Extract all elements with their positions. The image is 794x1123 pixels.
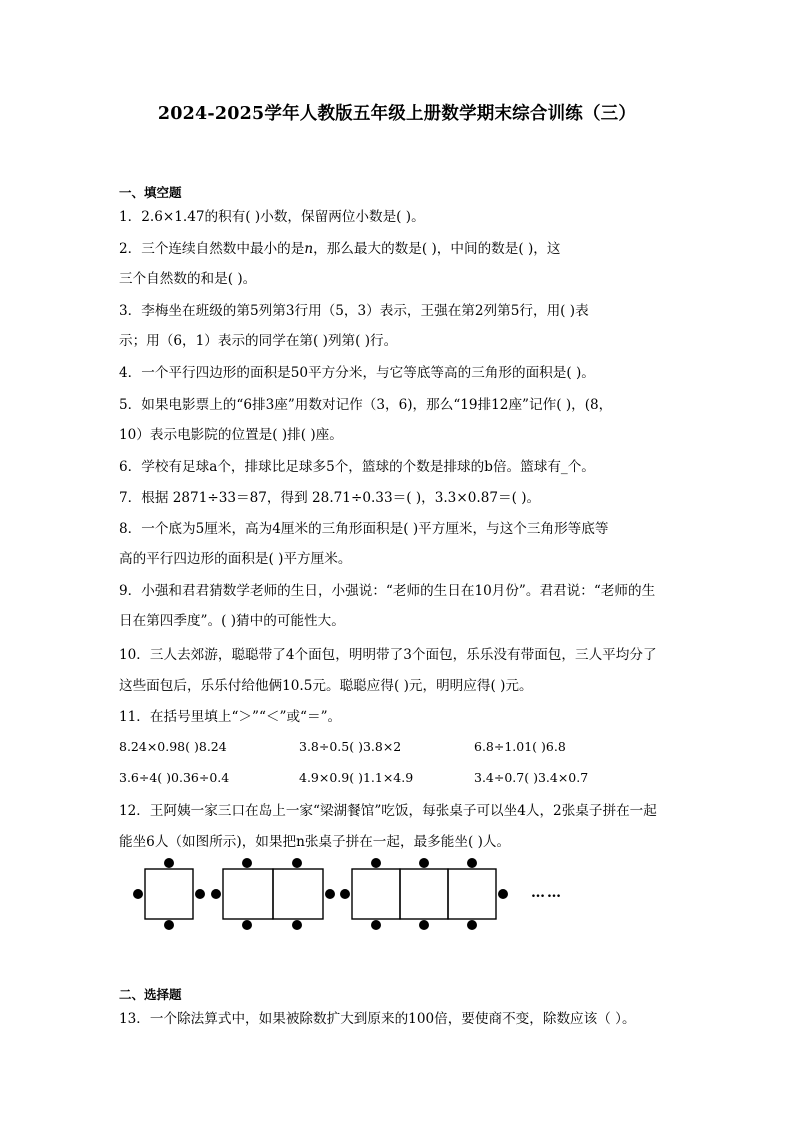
compare-item: 3.6÷4( )0.36÷0.4: [119, 770, 230, 785]
question-5-line-1: 5．如果电影票上的“6排3座”用数对记作（3，6)，那么“19排12座”记作( )，(8，: [119, 397, 613, 413]
compare-row-1: [119, 739, 566, 755]
question-13: 13．一个除法算式中，如果被除数扩大到原来的100倍，要使商不变，除数应该（ ）。: [119, 1011, 636, 1027]
question-7: 7．根据 2871÷33＝87，得到 28.71÷0.33＝( )，3.3×0.87＝( )。: [119, 490, 541, 506]
compare-item: 3.8÷0.5( )3.8×2: [299, 739, 402, 754]
question-9-line-2: 日在第四季度”。( )猜中的可能性大。: [119, 613, 345, 629]
question-5-line-2: 10）表示电影院的位置是( )排( )座。: [119, 427, 343, 443]
question-8-line-2: 高的平行四边形的面积是( )平方厘米。: [119, 551, 352, 567]
table-group-2: [211, 858, 335, 930]
compare-item: 6.8÷1.01( )6.8: [474, 739, 566, 754]
compare-item: 4.9×0.9( )1.1×4.9: [299, 770, 414, 785]
tables-figure: [130, 853, 520, 935]
compare-item: 8.24×0.98( )8.24: [119, 739, 227, 754]
question-6: 6．学校有足球a个，排球比足球多5个，篮球的个数是排球的b倍。篮球有_个。: [119, 459, 595, 475]
question-9-line-1: 9．小强和君君猜数学老师的生日，小强说：“老师的生日在10月份”。君君说：“老师的生: [119, 583, 656, 599]
question-8-line-1: 8．一个底为5厘米，高为4厘米的三角形面积是( )平方厘米，与这个三角形等底等: [119, 521, 609, 537]
question-3-line-2: 示；用（6，1）表示的同学在第( )列第( )行。: [119, 333, 398, 349]
question-11: 11．在括号里填上“＞”“＜”或“＝”。: [119, 709, 342, 725]
question-1: 1．2.6×1.47的积有( )小数，保留两位小数是( )。: [119, 209, 425, 225]
ellipsis: ……: [531, 885, 563, 901]
table-group-3: [340, 858, 508, 930]
question-3-line-1: 3．李梅坐在班级的第5列第3行用（5，3）表示，王强在第2列第5行，用( )表: [119, 303, 589, 319]
page-title: 2024-2025学年人教版五年级上册数学期末综合训练（三）: [157, 104, 637, 124]
section-heading-fill-blank: 一、填空题: [119, 185, 182, 200]
compare-item: 3.4÷0.7( )3.4×0.7: [474, 770, 589, 785]
question-2-line-2: 三个自然数的和是( )。: [119, 271, 257, 287]
table-group-1: [133, 858, 205, 930]
question-12-line-2: 能坐6人（如图所示)，如果把n张桌子拼在一起，最多能坐( )人。: [119, 834, 511, 850]
question-4: 4．一个平行四边形的面积是50平方分米，与它等底等高的三角形的面积是( )。: [119, 365, 595, 381]
question-10-line-1: 10．三人去郊游，聪聪带了4个面包，明明带了3个面包，乐乐没有带面包，三人平均分了: [119, 647, 657, 663]
question-2-line-1: 2．三个连续自然数中最小的是𝑛，那么最大的数是( )，中间的数是( )，这: [119, 241, 561, 257]
section-heading-choice: 二、选择题: [119, 987, 182, 1002]
question-10-line-2: 这些面包后，乐乐付给他俩10.5元。聪聪应得( )元，明明应得( )元。: [119, 678, 533, 694]
question-12-line-1: 12．王阿姨一家三口在岛上一家“梁湖餐馆”吃饭，每张桌子可以坐4人，2张桌子拼在一起: [119, 803, 657, 819]
compare-row-2: [119, 770, 588, 786]
